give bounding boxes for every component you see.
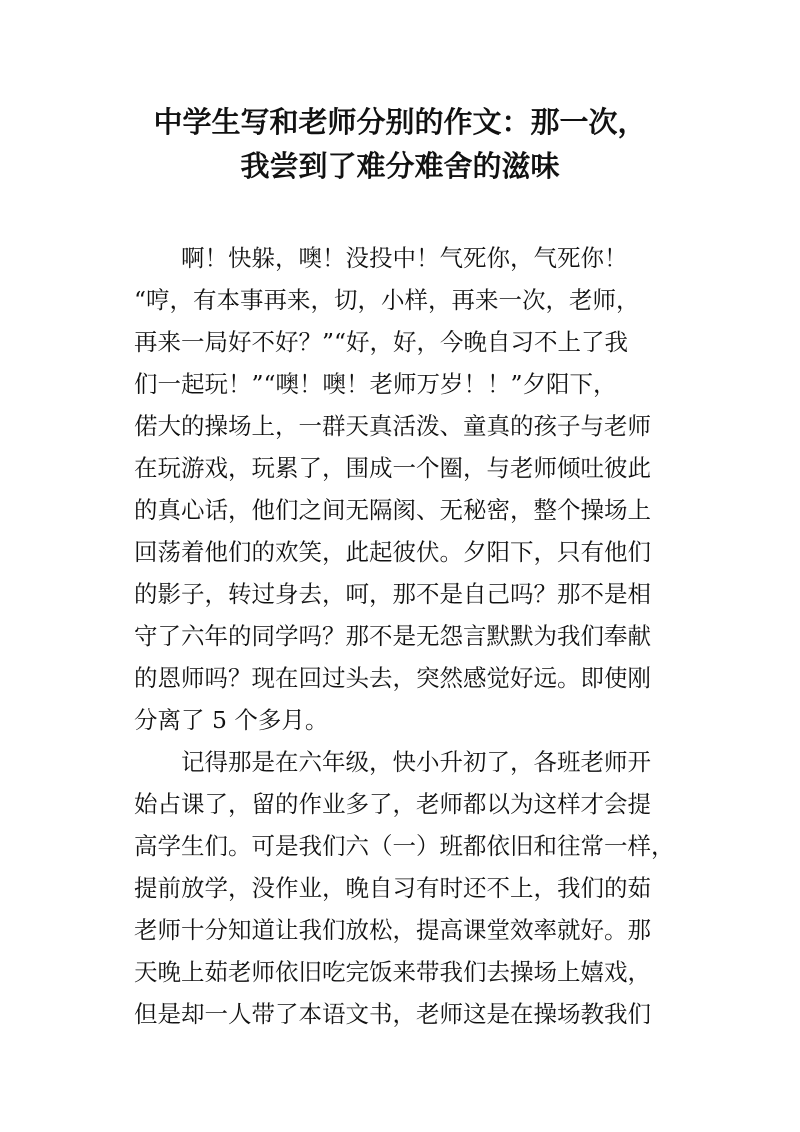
- body-line: 回荡着他们的欢笑，此起彼伏。夕阳下，只有他们: [134, 538, 651, 566]
- body-line: 天晚上茹老师依旧吃完饭来带我们去操场上嬉戏，: [134, 958, 651, 986]
- body-line: 在玩游戏，玩累了，围成一个圈，与老师倾吐彼此: [134, 454, 651, 482]
- body-line: 记得那是在六年级，快小升初了，各班老师开: [181, 748, 651, 776]
- document-title-line-1: 中学生写和老师分别的作文：那一次，: [153, 105, 647, 139]
- body-line: 啊！快躲，噢！没投中！气死你，气死你！: [181, 244, 628, 272]
- body-line: 老师十分知道让我们放松，提高课堂效率就好。那: [134, 916, 651, 944]
- body-line: 的影子，转过身去，呵，那不是自己吗？那不是相: [134, 580, 651, 608]
- body-line: 但是却一人带了本语文书，老师这是在操场教我们: [134, 1000, 651, 1028]
- body-line: 偌大的操场上，一群天真活泼、童真的孩子与老师: [134, 412, 651, 440]
- body-line: 的真心话，他们之间无隔阂、无秘密，整个操场上: [134, 496, 651, 524]
- body-line: 们一起玩！”“噢！噢！老师万岁！！”夕阳下，: [134, 370, 617, 398]
- body-line: 分离了 5 个多月。: [134, 706, 329, 734]
- body-line: 始占课了，留的作业多了，老师都以为这样才会提: [134, 790, 651, 818]
- body-line: “哼，有本事再来，切，小样，再来一次，老师，: [134, 286, 640, 314]
- body-line: 高学生们。可是我们六（一）班都依旧和往常一样，: [134, 832, 675, 860]
- body-line: 的恩师吗？现在回过头去，突然感觉好远。即使刚: [134, 664, 651, 692]
- body-line: 提前放学，没作业，晚自习有时还不上，我们的茹: [134, 874, 651, 902]
- document-title-line-2: 我尝到了难分难舍的滋味: [240, 149, 560, 183]
- body-line: 守了六年的同学吗？那不是无怨言默默为我们奉献: [134, 622, 651, 650]
- body-line: 再来一局好不好？”“好，好，今晚自习不上了我: [134, 328, 629, 356]
